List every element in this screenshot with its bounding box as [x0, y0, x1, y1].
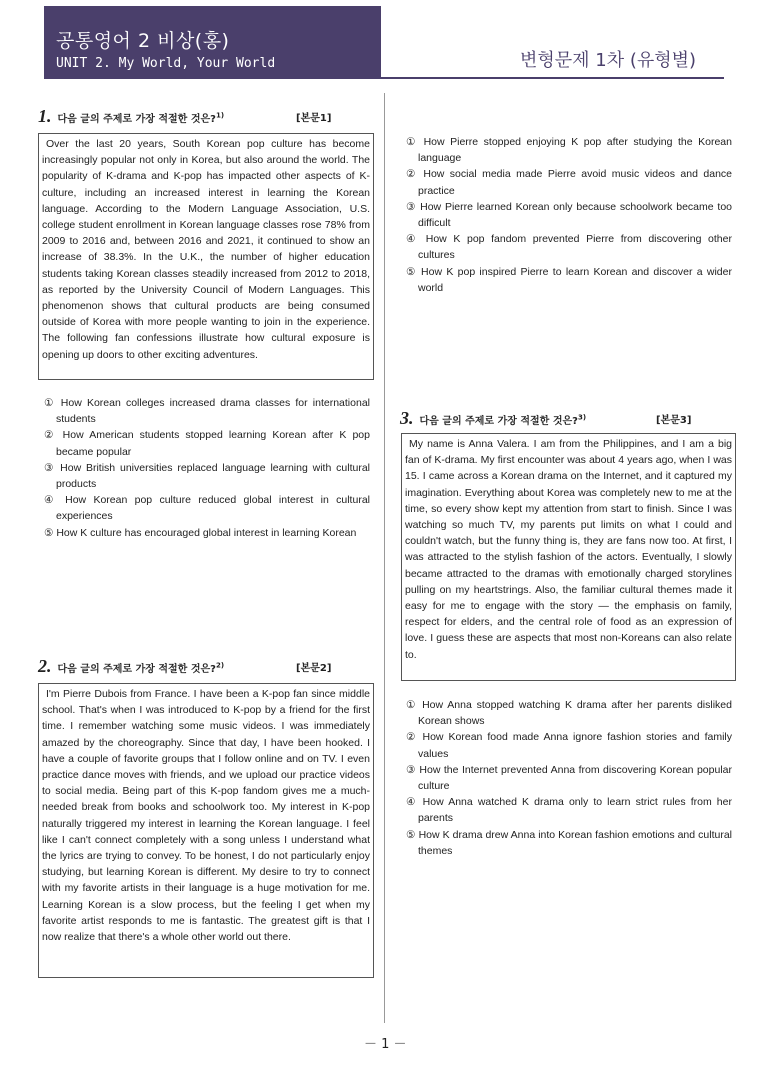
question-3-choice-1[interactable]: ① How Anna stopped watching K drama after her parents disliked Korean shows	[406, 699, 732, 728]
question-1-choice-1[interactable]: ① How Korean colleges increased drama classes for international students	[44, 397, 370, 426]
question-2-number: 2.	[38, 656, 52, 676]
header-right-title: 변형문제 1차 (유형별)	[520, 50, 697, 71]
question-3-number: 3.	[400, 408, 414, 428]
question-2-tag: [본문2]	[296, 663, 332, 674]
question-2-choice-2[interactable]: ② How social media made Pierre avoid music videos and dance practice	[406, 168, 732, 197]
question-3-choice-2[interactable]: ② How Korean food made Anna ignore fashion stories and family values	[406, 731, 732, 760]
question-2-passage: I'm Pierre Dubois from France. I have been a K-pop fan since middle school. That's when I was introduced to K-pop by a friend for the first time. I remember watching some music videos. I was immediately amazed by the choreography. Since that day, I have been hooked. I have a couple of favorite groups that I follow online and on TV. I even practice dance moves with friends, and we upload our practice videos to social media. Being part of this K-pop fandom gives me a much-needed break from books and schoolwork too. My interest in K-pop naturally triggered my interest in learning the Korean language. I feel like I can't connect completely with a song unless I understand what the lyrics are trying to convey. To be honest, I do not particularly enjoy studying, but learning Korean is different. My desire to try to connect with my favorite artists in their language is a huge motivation for me. Learning Korean is a slow process, but the feeling I get when my favorite artist responds to me is fantastic. The greatest gift is that I now realize that there's a whole other world out there.	[38, 683, 374, 978]
question-2-heading	[38, 656, 370, 676]
question-3-footnote: 3)	[577, 413, 587, 422]
question-1-number: 1.	[38, 106, 52, 126]
header-divider	[44, 77, 724, 79]
question-3-passage: My name is Anna Valera. I am from the Philippines, and I am a big fan of K-drama. My first encounter was about 4 years ago, when I was 15. I came across a Korean drama on the Internet, and it captured my imagination. Everything about Korea was completely new to me at the time, so every show kept my attention from start to finish. Since I was watching so much TV, my parents put limits on what I could and couldn't watch, but the funny thing is, they are fans now too. At first, I was attracted to the stylish fashion of the actors. Eventually, I slowly became attracted to the dramas with emotionally charged storylines pulling on my heartstrings. Also, the familiar cultural themes made it easy for me to engage with the story — the emphasis on family, respect for elders, and the central role of food as an expression of love. I guess these are aspects that most non-Koreans can also relate to.	[401, 433, 736, 681]
question-1-passage: Over the last 20 years, South Korean pop culture has become increasingly popular not only in Korea, but also around the world. The popularity of K-drama and K-pop has impacted other aspects of K-culture, including an increased interest in learning the Korean language. According to the Modern Language Association, U.S. college student enrollment in Korean language classes rose 78% from 2009 to 2016 and, between 2016 and 2021, it continued to show an increase of 38.3%. In the U.K., the number of higher education students taking Korean classes steadily increased from 2012 to 2018, as reported by the University Council of Modern Languages. This phenomenon shows that cultural products are being consumed outside of Korea with more people wanting to join in the experience. The following fan confessions illustrate how cultural exposure is opening up doors to other exciting adventures.	[38, 133, 374, 380]
header-banner	[44, 6, 381, 77]
question-2-choice-1[interactable]: ① How Pierre stopped enjoying K pop after studying the Korean language	[406, 136, 732, 165]
question-2-choice-4[interactable]: ④ How K pop fandom prevented Pierre from discovering other cultures	[406, 233, 732, 262]
question-2-prompt: 다음 글의 주제로 가장 적절한 것은?	[57, 664, 216, 675]
question-1-choices	[44, 395, 370, 541]
question-1-heading	[38, 106, 370, 126]
question-1-footnote: 1)	[215, 111, 225, 120]
question-3-tag: [본문3]	[656, 415, 692, 426]
question-3-choice-3[interactable]: ③ How the Internet prevented Anna from discovering Korean popular culture	[406, 763, 732, 793]
question-1-prompt: 다음 글의 주제로 가장 적절한 것은?	[57, 114, 216, 125]
question-3-prompt: 다음 글의 주제로 가장 적절한 것은?	[419, 416, 578, 427]
question-1-choice-4[interactable]: ④ How Korean pop culture reduced global interest in cultural experiences	[44, 494, 370, 523]
question-1-choice-3[interactable]: ③ How British universities replaced language learning with cultural products	[44, 461, 370, 491]
question-1-choice-2[interactable]: ② How American students stopped learning Korean after K pop became popular	[44, 429, 370, 458]
question-1-choice-5[interactable]: ⑤ How K culture has encouraged global interest in learning Korean	[44, 526, 357, 539]
header-subtitle: UNIT 2. My World, Your World	[56, 56, 276, 71]
header-title: 공통영어 2 비상(홍)	[56, 30, 230, 52]
question-2-choices	[406, 134, 732, 296]
question-2-choice-5[interactable]: ⑤ How K pop inspired Pierre to learn Korean and discover a wider world	[406, 265, 732, 294]
page-number: － 1 －	[364, 1037, 407, 1052]
question-3-choice-5[interactable]: ⑤ How K drama drew Anna into Korean fashion emotions and cultural themes	[406, 828, 732, 857]
column-divider	[384, 93, 385, 1023]
question-3-heading	[400, 408, 732, 428]
question-2-choice-3[interactable]: ③ How Pierre learned Korean only because schoolwork became too difficult	[406, 200, 732, 230]
question-1-tag: [본문1]	[296, 113, 332, 124]
question-3-choices	[406, 697, 732, 859]
question-3-choice-4[interactable]: ④ How Anna watched K drama only to learn strict rules from her parents	[406, 796, 732, 825]
question-2-footnote: 2)	[215, 661, 225, 670]
